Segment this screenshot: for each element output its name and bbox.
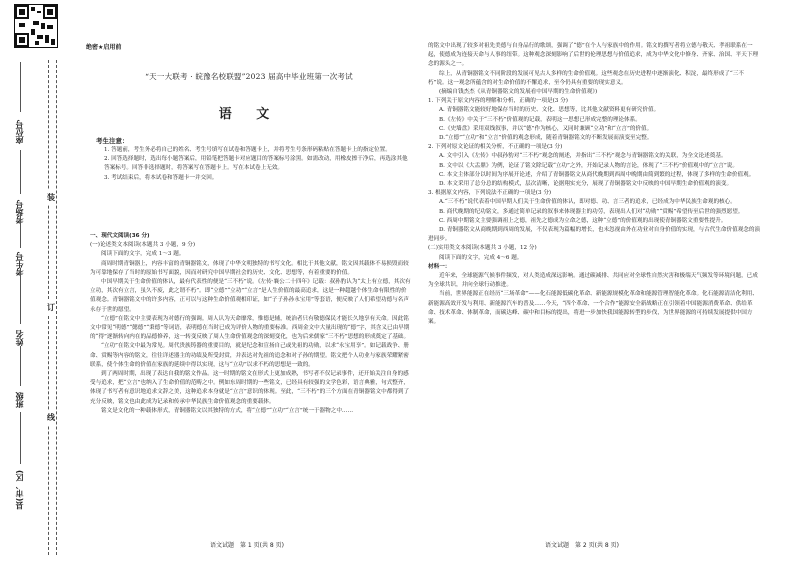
paragraph: B. 文中以《大盂鼎》为例，论证了铭文除记载“立功”之外，开始记录人物的言论，体现了“三不朽”价值观中的“立言”说。 bbox=[439, 162, 738, 169]
name-label: 姓名 bbox=[15, 330, 24, 346]
paragraph: 3. 根据原文内容，下列说法不正确的一项是(3 分) bbox=[428, 190, 552, 197]
seat-number-line bbox=[20, 62, 21, 112]
binding-strip bbox=[0, 0, 78, 561]
room-number-line bbox=[20, 150, 21, 194]
paragraph: 的铭文中出现了较多对祖先美德与自身品行的歌颂，强调了“德”在个人与家族中的作用。铭文的撰写者将立德与敬天、孝祖联系在一起，使德成为连接天命与人事的纽带。这种观念深刻影响了后世的伦理思想与价值追求，成为中华文化中修身、齐家、治国、平天下理念的源头之一。 bbox=[428, 43, 759, 68]
notice-item: 3. 考试结束后，将本试卷和答题卡一并交回。 bbox=[104, 174, 218, 181]
binding-dashed-line-inner bbox=[56, 60, 57, 555]
notice-item: 2. 回答选择题时，选出每小题答案后，用铅笔把答题卡对应题目的答案标号涂黑。如需改动，用橡皮擦干净后，再选涂其他答案标号。回答非选择题时，将答案写在答题卡上。写在本试卷上无效。 bbox=[104, 156, 408, 172]
paragraph: B.《左传》中关于“三不朽”价值观的记载，表明这一思想已形成完整的理论体系。 bbox=[439, 116, 641, 123]
paragraph: 铭文是文化的一种载体形式，青铜器铭文以其独特的方式，将“立德”“立功”“立言”统一于器物之中…… bbox=[101, 407, 354, 414]
paragraph: A. 青铜器铭文能较好地保存当时的历史、文化、思想等，比其他文献资料更有研究价值。 bbox=[439, 107, 660, 114]
room-number-label: 考场号 bbox=[15, 200, 24, 224]
confidential-mark: 绝密★启用前 bbox=[86, 44, 122, 51]
district-label: 县(市、区) bbox=[15, 470, 24, 510]
district-line bbox=[20, 412, 21, 464]
paragraph: “立功”在铭文中最为常见。周代贵族铸器的重要目的，就是纪念和宣扬自己或先祖的功勋，以求“永宝用享”。如记载战争、册命、赏赐等内容的铭文，往往详述器主的功绩及所受封赏，并表达对先祖的追念和对子孙的期望。铭文把个人功业与家族荣耀紧密联系，使个体生命的价值在家族的延续中得以实现，这与“立功”以求不朽的思想是一致的。 bbox=[90, 343, 409, 368]
paragraph: B. 商代晚期的纪功铭文，多通过简单记录的叙事来体现器主的功劳，表现出人们对“功勋”“赏赐”希望传至后世的强烈愿望。 bbox=[439, 208, 744, 215]
paragraph: (摘编自钱杰杰《从青铜器铭文的发展看中国早期的生命价值观》) bbox=[439, 89, 598, 96]
right-body-text bbox=[428, 42, 762, 532]
paragraph: 材料一： bbox=[428, 263, 451, 270]
paragraph: 近年来，全球能源气候事件频发，对人类造成深远影响。通过碳减排、共同应对全球性自然灾害和极端天气频发等环境问题，已成为全球共识，并向全球行动推进。 bbox=[428, 273, 758, 289]
cut-mark-ding: 订 bbox=[47, 300, 55, 315]
left-body-text bbox=[90, 232, 412, 532]
paragraph: D. 青铜器铭文从商晚期到西周的发展，不仅表现为篇幅的增长，也未忽视由外在功业对自身价值的实现，与古代生命价值观念的演进同步。 bbox=[428, 227, 761, 243]
notice-list bbox=[104, 146, 410, 232]
paragraph: A. 文中引入《左传》中叔孙豹对“三不朽”观念的阐述，并指出“三不朽”观念与青铜器铭文的关联，为全文论述奠基。 bbox=[439, 153, 727, 160]
seat-number-label: 座位号 bbox=[15, 120, 24, 144]
paragraph: (一)论述类文本阅读(本题共 3 小题，9 分) bbox=[90, 242, 196, 249]
notice-heading: 考生注意： bbox=[96, 137, 129, 145]
exam-title: “天一大联考 · 皖豫名校联盟”2023 届高中毕业班第一次考试 bbox=[145, 72, 353, 81]
paragraph: 综上，从青铜器铭文不同阶段的发展可见古人多样的生命价值观。这些观念在历史进程中逐渐演化、积淀，最终形成了“三不朽”说。这一观念所蕴含的对生命价值的不懈追求，至今仍具有重要的现实意义。 bbox=[428, 70, 744, 86]
paragraph: 当前，世界能源正在经历“三场革命”——化石能源低碳化革命、新能源规模化革命和能源管理智能化革命。化石能源清洁化利用、新能源高效开发与利用、新能源汽车的普及……今天，“四个革命、一个合作”能源安全新战略正在引领着中国能源消费革命、供给革命、技术革命、体制革命，而碳达峰、碳中和目标的提出，将进一步加快我国能源转型的步伐，为世界能源的可持续发展提供中国方案。 bbox=[428, 291, 758, 326]
paragraph: D. 本文采用了总分总的结构模式，层次清晰，论据翔实充分，展现了青铜器铭文中反映的中国早期生命价值观的演变。 bbox=[439, 181, 733, 188]
cut-mark-zhuang: 装 bbox=[47, 190, 55, 205]
paragraph: 阅读下面的文字，完成 4～6 题。 bbox=[439, 254, 523, 261]
name-line bbox=[20, 268, 21, 324]
footer-page-2: 语文试题 第 2 页(共 8 页) bbox=[545, 542, 619, 549]
paragraph: C.《史墙盘》采用双线叙事，并以“德”作为核心，又同时兼顾“立功”和“立言”的价值。 bbox=[439, 125, 653, 132]
paragraph: C. 本文主体部分以时间为序展开论述，介绍了青铜器铭文从商代晚期到西周中晚期由简到繁的过程，体现了多样的生命价值观。 bbox=[439, 171, 755, 178]
candidate-number-line bbox=[20, 212, 21, 248]
paragraph: C. 西周中期铭文主要强调祖上之德，祖先之德成为立命之德，这种“立德”的价值观的出现使青铜器铭文重要性提升。 bbox=[439, 217, 727, 224]
class-line bbox=[20, 346, 21, 386]
paragraph: 中国早期关于生命价值的体认，最有代表性的便是“三不朽”说。《左传·襄公二十四年》记载：叔孙豹认为“太上有立德，其次有立功，其次有立言，虽久不废，此之谓不朽”。即“立德”“立功”“立言”是人生价值的最高追求，这是一种超越个体生命有限性的价值观念。青铜器铭文中的许多内容，正可以与这种生命价值观相印证，如“子子孙孙永宝用”等套语，便反映了人们希望功德与名声永存于世的愿望。 bbox=[90, 279, 411, 313]
subject-title: 语 文 bbox=[218, 107, 280, 122]
paragraph: 到了两周时期，出现了表达自我的铭文作品。这一时期的铭文在形式上更加成熟，书写者不仅记录事件，还开始关注自身的感受与追求，把“立言”也纳入了生命价值的范畴之中。例如东周时期的一些铭文，已经具有较强的文学色彩，语言典雅，句式整齐，体现了书写者有意识地追求文辞之美，这种追求本身就是“立言”意识的体现。至此，“三不朽”的三个方面在青铜器铭文中都得到了充分反映，铭文也由此成为记录和传承中华民族生命价值观念的重要载体。 bbox=[90, 371, 410, 405]
paragraph: 一、现代文阅读(36 分) bbox=[90, 233, 150, 239]
paragraph: “立德”在铭文中主要表现为对德行的强调。周人认为天命靡常，惟德是辅，统治者只有敬德保民才能长久地享有天命。因此铭文中常见“明德”“懿德”“秉德”等词语，表明德在当时已成为评价人物的重要标准。西周金文中大量出现的“德”字，其含义已由早期的“得”逐渐转向内在的品德修养，这一转变反映了周人生命价值观念的深刻变化，也为后来儒家“三不朽”思想的形成奠定了基础。 bbox=[90, 315, 410, 341]
paragraph: D.“立德”“立功”和“立言”价值的观念形成，随着青铜器铭文的不断发展而演变至完整。 bbox=[439, 135, 653, 142]
paragraph: (二)实用类文本阅读(本题共 3 小题，12 分) bbox=[428, 245, 537, 252]
paragraph: 1. 下列关于原文内容的理解和分析，正确的一项是(3 分) bbox=[428, 98, 568, 105]
qr-code-icon bbox=[14, 4, 58, 48]
class-label: 班级 bbox=[15, 392, 24, 408]
paragraph: A.“三不朽”说代表着中国早期人们关于生命价值的体认，即对德、功、言三者的追求，已经成为中华民族生命观的核心。 bbox=[439, 199, 736, 206]
cut-mark-xian: 线 bbox=[47, 410, 55, 425]
candidate-number-label: 考生号 bbox=[15, 252, 24, 276]
paragraph: 2. 下列对原文论证的相关分析，不正确的一项是(3 分) bbox=[428, 144, 563, 151]
paragraph: 阅读下面的文字，完成 1～3 题。 bbox=[101, 251, 185, 258]
footer-page-1: 语文试题 第 1 页(共 8 页) bbox=[210, 542, 284, 549]
paragraph: 商周时期青铜器上，内容丰富的青铜器铭文，体现了中华文明独特的书写文化。相比于其他文献，铭文因其载体不易损毁而较为可靠地保存了当时的原始书写面貌，因而对研究中国早期社会的历史、文化、思想等，有着重要的价值。 bbox=[90, 260, 409, 276]
notice-item: 1. 答题前，考生务必将自己的姓名、考生号填写在试卷和答题卡上，并将考生号条形码粘贴在答题卡上的指定位置。 bbox=[104, 147, 391, 153]
